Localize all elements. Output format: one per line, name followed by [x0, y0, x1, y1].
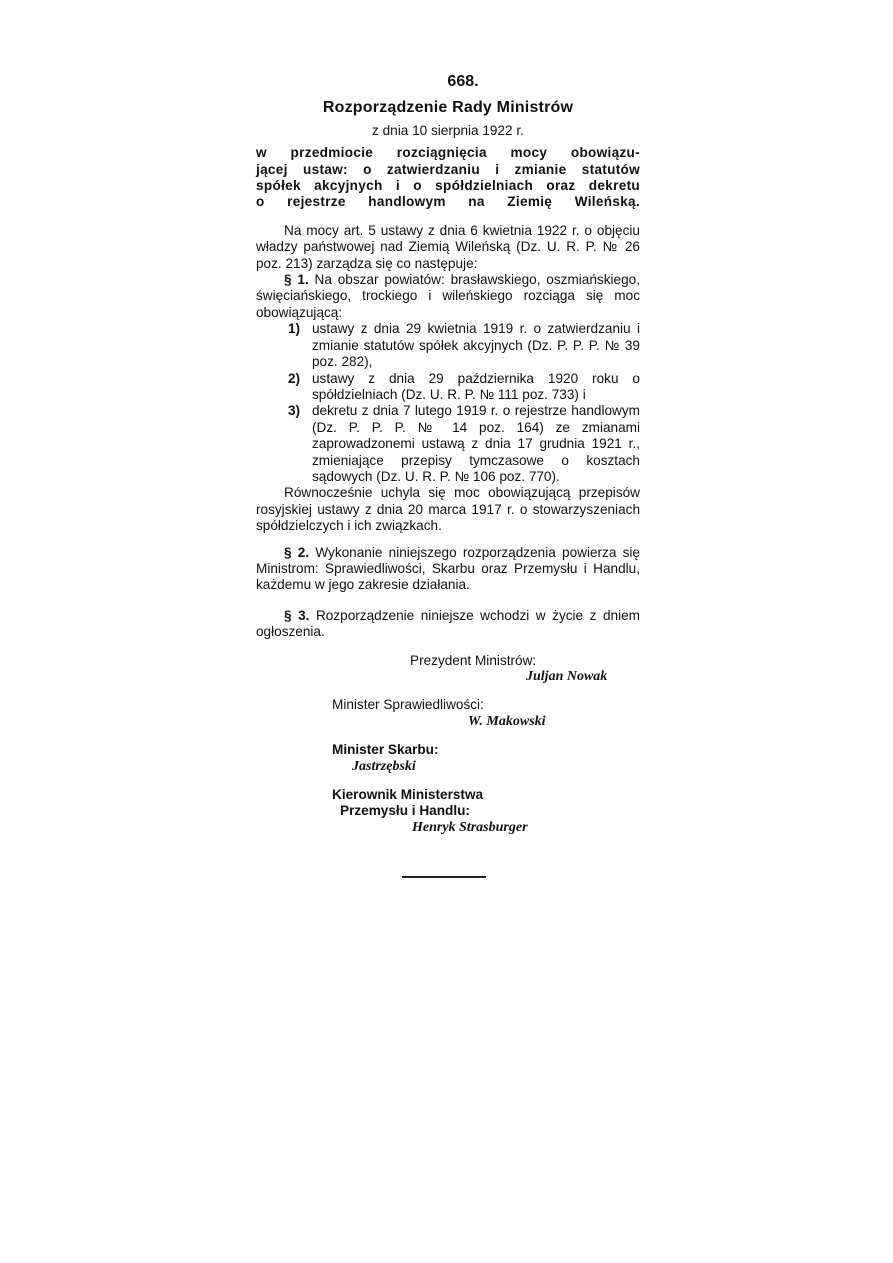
signature-title: Minister Sprawiedliwości:	[332, 697, 484, 713]
signature-name: Juljan Nowak	[526, 669, 608, 684]
signature-title: Minister Skarbu:	[332, 742, 439, 758]
subject-line: spółek akcyjnych i o spółdzielniach oraz dekretu	[256, 178, 640, 194]
signature-title: Kierownik Ministerstwa	[332, 787, 484, 803]
closing-rule	[402, 876, 486, 878]
signature-title: Przemysłu i Handlu:	[340, 803, 470, 819]
signature-name: Jastrzębski	[352, 758, 416, 774]
signature-name: Henryk Strasburger	[412, 819, 528, 835]
paragraph-3-text: Rozporządzenie niniejsze wchodzi w życie z dniem ogłoszenia.	[256, 607, 640, 640]
act-date: z dnia 10 sierpnia 1922 r.	[372, 122, 524, 138]
spacer	[256, 535, 640, 545]
paragraph-2-text: Wykonanie niniejszego rozporządzenia powierza się Ministrom: Sprawiedliwości, Skarbu oraz Przemysłu i Handlu, każdemu w jego zakresie działania.	[256, 544, 640, 593]
subject-line: o rejestrze handlowym na Ziemię Wileńską.	[256, 194, 640, 210]
subject-line: w przedmiocie rozciągnięcia mocy obowiązu-	[256, 145, 640, 161]
paragraph-1-heading: § 1.	[284, 272, 309, 288]
act-title: Rozporządzenie Rady Ministrów	[322, 99, 574, 117]
repeal-paragraph: Równocześnie uchyla się moc obowiązującą przepisów rosyjskiej ustawy z dnia 20 marca 1917 r. o stowarzyszeniach spółdzielczych i ich związkach.	[256, 485, 640, 534]
signature-name: W. Makowski	[468, 713, 546, 729]
item-number: 3)	[288, 403, 301, 419]
spacer	[256, 594, 640, 608]
list-item	[290, 371, 640, 404]
paragraph-3-heading: § 3.	[284, 607, 310, 623]
signature-justice-minister	[256, 697, 640, 730]
item-list	[290, 321, 640, 485]
act-subject	[256, 145, 640, 211]
signature-treasury-minister	[256, 742, 640, 775]
list-item	[290, 321, 640, 370]
paragraph-1-text: Na obszar powiatów: brasławskiego, oszmiańskiego, święciańskiego, trockiego i wileńskiego rozciąga się moc obowiązującą:	[256, 272, 640, 320]
item-text: dekretu z dnia 7 lutego 1919 r. o rejestrze handlowym (Dz. P. P. P. № 14 poz. 164) ze zmianami zaprowadzonemi ustawą z dnia 17 grudnia 1921 r., zmieniające przepisy tymczasowe o kosztach sądowych (Dz. U. R. P. № 106 poz. 770).	[312, 403, 640, 484]
item-text: ustawy z dnia 29 kwietnia 1919 r. o zatwierdzaniu i zmianie statutów spółek akcyjnych (Dz. P. P. P. № 39 poz. 282),	[312, 321, 640, 370]
paragraph-1	[256, 272, 640, 321]
list-item	[290, 403, 640, 485]
item-number: 1)	[288, 321, 301, 337]
item-number: 2)	[288, 370, 301, 386]
subject-line: jącej ustaw: o zatwierdzaniu i zmianie statutów	[256, 161, 640, 177]
intro-paragraph: Na mocy art. 5 ustawy z dnia 6 kwietnia 1922 r. o objęciu władzy państwowej nad Ziemią Wileńską (Dz. U. R. P. № 26 poz. 213) zarządza się co następuje:	[256, 222, 640, 271]
item-text: ustawy z dnia 29 października 1920 roku o spółdzielniach (Dz. U. R. P. № 111 poz. 733) i	[312, 370, 640, 402]
signature-industry-ministry	[256, 787, 640, 836]
signature-title: Prezydent Ministrów:	[410, 652, 537, 668]
paragraph-2-heading: § 2.	[284, 544, 310, 560]
document-page	[256, 74, 640, 836]
paragraph-3	[256, 608, 640, 641]
spacer	[256, 641, 640, 651]
act-number: 668.	[447, 73, 479, 90]
paragraph-2	[256, 545, 640, 594]
signature-prime-minister	[256, 653, 640, 686]
